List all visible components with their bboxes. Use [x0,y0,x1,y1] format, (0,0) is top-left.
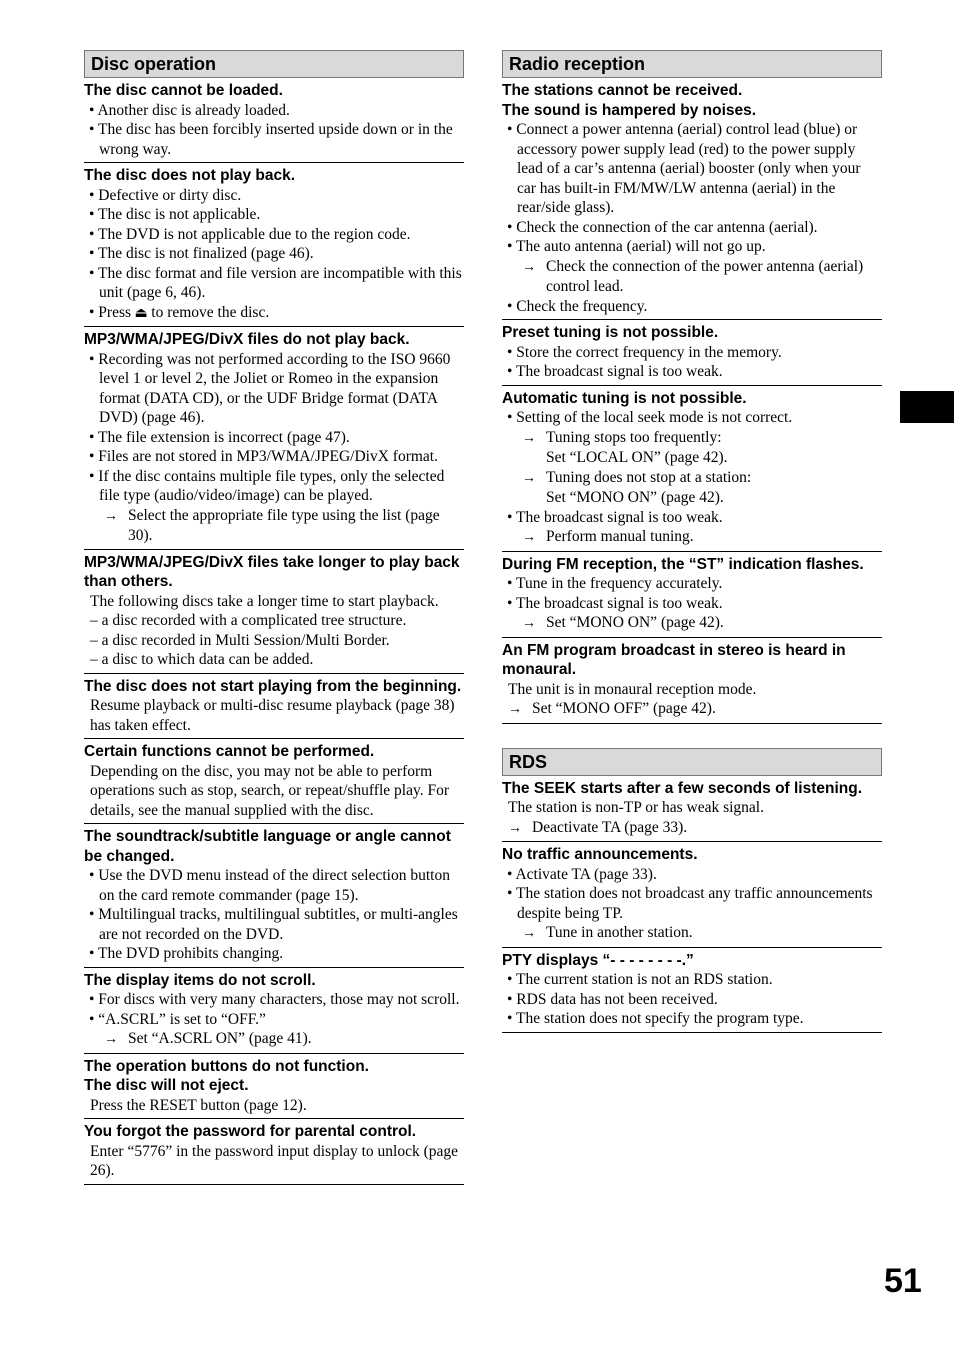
bullet-item: • Check the connection of the car antenna (aerial). [507,218,818,236]
bullet-item: • If the disc contains multiple file types, only the selected file type (audio/video/image) can be played. [89,467,445,504]
troubleshooting-entry [84,676,464,740]
remedy-continuation: Set “LOCAL ON” (page 42). [546,449,728,466]
remedy-line [84,1029,464,1050]
entry-title [502,323,882,343]
entry-title-line: An FM program broadcast in stereo is heard in monaural. [502,641,846,678]
bullet-item: • The broadcast signal is too weak. [507,508,723,526]
entry-title-line: PTY displays “- - - - - - - -.” [502,951,694,969]
entry-title-line: The SEEK starts after a few seconds of listening. [502,779,863,797]
section-header-radio-reception: Radio reception [502,50,882,78]
entry-title-line: Automatic tuning is not possible. [502,389,747,407]
bullet-item: • The auto antenna (aerial) will not go up. [507,238,766,255]
bullet-item: • Use the DVD menu instead of the direct selection button on the card remote commander (page 15). [89,867,450,904]
entry-title-line: The disc will not eject. [84,1077,249,1094]
right-arrow-icon: → [522,530,536,545]
troubleshooting-entry [84,1056,464,1120]
bullet-item: • The current station is not an RDS station. [507,971,773,988]
bullet-item: • The broadcast signal is too weak. [507,363,723,380]
entry-title-line: The disc cannot be loaded. [84,82,283,99]
remedy-text: Select the appropriate file type using the list (page 30). [128,506,440,544]
entry-title [84,742,464,762]
bullet-item [84,303,464,324]
right-arrow-icon: → [522,616,536,631]
entry-title [84,1057,464,1096]
bullet-item: • Defective or dirty disc. [89,186,242,204]
bullet-item: • The DVD prohibits changing. [89,945,284,962]
right-arrow-icon: → [104,508,118,524]
troubleshooting-entry [84,329,464,550]
remedy-text: Tuning stops too frequently: [546,428,722,446]
remedy-line [502,468,882,489]
bullet-item: • Store the correct frequency in the memory. [507,343,782,361]
bullet-item: • Activate TA (page 33). [507,865,657,883]
troubleshooting-entry [84,1121,464,1185]
entry-title-line: The disc does not start playing from the beginning. [84,677,462,695]
remedy-text: Deactivate TA (page 33). [532,818,688,836]
dash-item: – a disc recorded in Multi Session/Multi Border. [90,631,390,649]
bullet-item: • Files are not stored in MP3/WMA/JPEG/DivX format. [89,448,438,465]
entry-title-line: The soundtrack/subtitle language or angle cannot be changed. [84,828,451,865]
remedy-line [502,613,882,634]
bullet-text-after: to remove the disc. [151,303,270,321]
troubleshooting-entry [84,741,464,824]
remedy-text: Tuning does not stop at a station: [546,468,752,486]
left-column [84,50,464,1187]
bullet-item: • Recording was not performed according to the ISO 9660 level 1 or level 2, the Joliet or Romeo in the expansion format (DATA CD), or the UDF Bridge format (DATA DVD) (page 46). [89,350,451,426]
entry-title [84,553,464,592]
entry-title-line: The sound is hampered by noises. [502,101,757,119]
bullet-item: • Connect a power antenna (aerial) control lead (blue) or accessory power supply lead (red) to the power supply lead of a car’s antenna (aerial) booster (only when your car has built-in FM/MW/LW antenna (aerial) in the rear/side glass). [507,121,861,216]
description-text: The station is non-TP or has weak signal. [508,799,764,816]
page-number: 51 [884,1262,922,1300]
bullet-item: • The station does not broadcast any traffic announcements despite being TP. [507,885,873,922]
rds-entries [502,778,882,1033]
description-text: Depending on the disc, you may not be able to perform operations such as stop, search, or repeat/shuffle play. For details, see the manual supplied with the disc. [90,762,449,819]
entry-title-line: The display items do not scroll. [84,971,316,989]
entry-title-line: During FM reception, the “ST” indication flashes. [502,555,864,573]
entry-title [502,845,882,865]
troubleshooting-entry [84,826,464,968]
entry-title [84,330,464,350]
entry-title [84,677,464,697]
entry-title-line: The stations cannot be received. [502,82,743,99]
entry-title-line: The disc does not play back. [84,167,296,184]
entry-title [502,81,882,120]
bullet-item: • The broadcast signal is too weak. [507,594,723,612]
entry-title-line: Certain functions cannot be performed. [84,743,375,760]
bullet-item: • “A.SCRL” is set to “OFF.” [89,1010,266,1028]
bullet-item: • Setting of the local seek mode is not correct. [507,409,793,426]
right-arrow-icon: → [508,820,522,836]
bullet-item: • The station does not specify the program type. [507,1010,804,1027]
entry-title [502,779,882,799]
right-arrow-icon: → [522,430,536,446]
entry-title-line: You forgot the password for parental control. [84,1123,417,1140]
entry-title [502,555,882,575]
troubleshooting-entry [84,970,464,1054]
remedy-line [502,257,882,297]
bullet-item: • The disc format and file version are incompatible with this unit (page 6, 46). [89,264,462,301]
bullet-item: • Tune in the frequency accurately. [507,575,723,592]
right-column [502,50,882,1035]
section-header-rds: RDS [502,748,882,776]
troubleshooting-entry [502,80,882,320]
disc-operation-entries [84,80,464,1185]
bullet-item: • The disc is not finalized (page 46). [89,245,314,262]
remedy-text: Check the connection of the power antenna (aerial) control lead. [546,257,864,295]
entry-title [502,389,882,409]
section-header-disc-operation: Disc operation [84,50,464,78]
entry-title [84,166,464,186]
radio-reception-entries [502,80,882,724]
troubleshooting-entry [502,554,882,638]
troubleshooting-entry [502,950,882,1033]
thumb-index-tab [900,391,954,423]
entry-title-line: No traffic announcements. [502,846,698,863]
dash-item: – a disc recorded with a complicated tree structure. [90,612,407,629]
troubleshooting-entry [502,322,882,386]
remedy-text: Set “A.SCRL ON” (page 41). [128,1030,312,1047]
entry-title-line: MP3/WMA/JPEG/DivX files do not play back. [84,331,410,348]
right-arrow-icon: → [508,702,522,717]
entry-title [502,641,882,680]
troubleshooting-entry [84,165,464,327]
remedy-line [502,428,882,449]
troubleshooting-entry [502,844,882,948]
troubleshooting-entry [502,388,882,552]
description-text: The following discs take a longer time to start playback. [90,592,439,610]
right-arrow-icon: → [522,470,536,486]
remedy-text: Perform manual tuning. [546,528,694,545]
bullet-item: • The DVD is not applicable due to the region code. [89,225,411,243]
entry-title [84,1122,464,1142]
right-arrow-icon: → [104,1032,118,1047]
dash-item: – a disc to which data can be added. [90,651,314,668]
remedy-continuation: Set “MONO ON” (page 42). [546,489,724,506]
remedy-line [502,699,882,720]
remedy-line [502,923,882,944]
description-text: The unit is in monaural reception mode. [508,680,757,698]
description-text: Press the RESET button (page 12). [90,1096,307,1114]
bullet-item: • The disc is not applicable. [89,206,261,223]
entry-title-line: MP3/WMA/JPEG/DivX files take longer to play back than others. [84,553,460,590]
entry-title-line: Preset tuning is not possible. [502,324,719,341]
right-arrow-icon: → [522,259,536,275]
entry-title [84,827,464,866]
entry-title [502,951,882,971]
bullet-item: • Multilingual tracks, multilingual subtitles, or multi-angles are not recorded on the DVD. [89,906,458,943]
remedy-text: Set “MONO ON” (page 42). [546,614,724,631]
remedy-line [84,506,464,546]
entry-title-line: The operation buttons do not function. [84,1057,369,1075]
troubleshooting-entry [84,552,464,674]
remedy-text: Tune in another station. [546,924,693,941]
troubleshooting-entry [502,640,882,724]
remedy-line [502,527,882,548]
remedy-text: Set “MONO OFF” (page 42). [532,700,716,717]
troubleshooting-entry [84,80,464,163]
description-text: Enter “5776” in the password input display to unlock (page 26). [90,1142,459,1179]
remedy-line [502,818,882,839]
bullet-item: • The disc has been forcibly inserted upside down or in the wrong way. [89,121,453,158]
bullet-item: • RDS data has not been received. [507,990,718,1008]
entry-title [84,81,464,101]
entry-title [84,971,464,991]
right-arrow-icon: → [522,926,536,941]
description-text: Resume playback or multi-disc resume playback (page 38) has taken effect. [90,697,455,734]
bullet-item: • The file extension is incorrect (page 47). [89,428,350,446]
troubleshooting-entry [502,778,882,843]
bullet-item: • Check the frequency. [507,297,648,315]
bullet-text: • Press [89,303,132,321]
bullet-item: • For discs with very many characters, those may not scroll. [89,991,460,1008]
eject-icon: ⏏ [131,305,152,321]
bullet-item: • Another disc is already loaded. [89,101,290,119]
